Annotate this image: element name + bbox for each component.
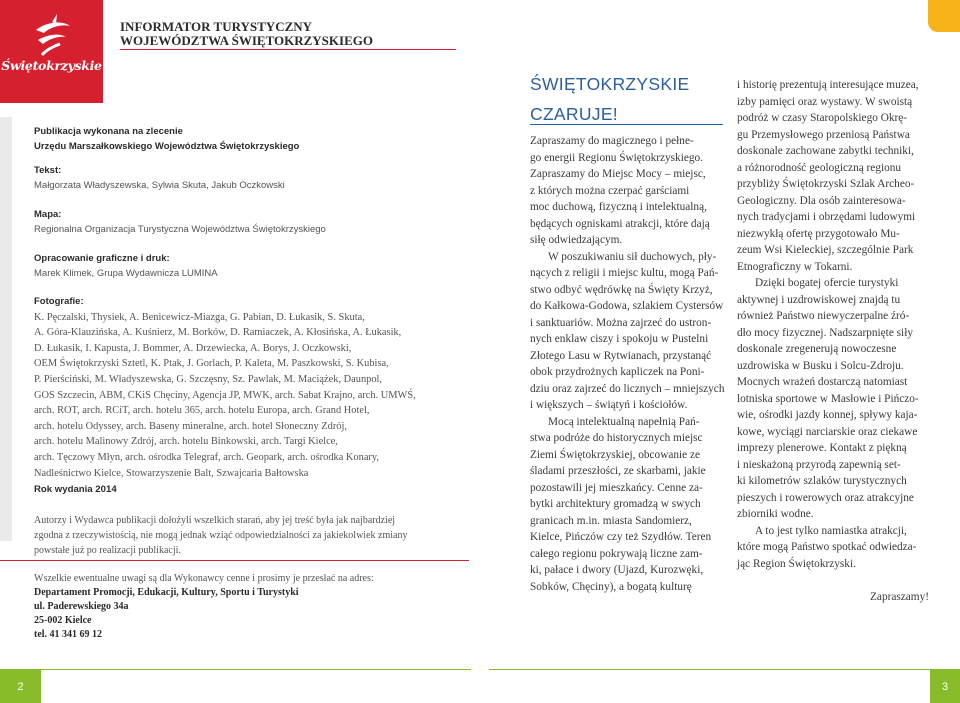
article-line: do Kałkowa-Godowa, szlakiem Cystersów [530,300,724,312]
article-line: Mocą intelektualną napełnią Pań- [548,415,700,428]
contact-line: tel. 41 341 69 12 [34,629,103,640]
contact-line: 25-002 Kielce [34,615,92,626]
article-line: Geologiczny. Dla osób zainteresowa- [737,194,906,207]
article-line: W poszukiwaniu sił duchowych, pły- [548,250,717,263]
photo-credit-line: GOS Szczecin, ABM, CKiS Chęciny, Agencja JP, MWK, arch. Sabat Krajno, arch. UMWŚ, [34,389,416,401]
photo-credit-line: A. Góra-Klauzińska, A. Kuśnierz, M. Borków, D. Ramiaczek, A. Kłosińska, A. Łukasik, [34,327,402,339]
commission-line: Publikacja wykonana na zlecenie [34,126,183,137]
photo-credit-line: arch. hotelu Odyssey, arch. Baseny mineralne, arch. hotel Słoneczny Zdrój, [34,420,347,432]
photo-credit-line: Nadleśnictwo Kielce, Stowarzyszenie Balt, Szwajcaria Bałtowska [34,467,309,479]
article-heading [530,69,689,129]
article-line: i sanktuariów. Można zajrzeć do ustron- [530,316,712,329]
contact-line: Departament Promocji, Edukacji, Kultury, Sportu i Turystyki [34,587,299,598]
article-line: gu Przemysłowego przeniosą Państwa [737,128,910,141]
article-line: Ziemi Świętokrzyskiej, obcowanie ze [530,448,701,461]
article-line: nych enklaw ciszy i spokoju w Pustelni [530,333,709,345]
article-line: imprezy plenerowe. Kontakt z piękną [737,442,907,454]
photo-credit-line: arch. Tęczowy Młyn, arch. ośrodka Telegraf, arch. Geopark, arch. ośrodka Konary, [34,451,380,463]
article-line: i nieskażoną przyrodą zapewnią set- [737,458,901,471]
article-line: doskonale zregenerują nowoczesne [737,343,897,355]
heading-line: CZARUJE! [530,104,618,124]
logo-wordmark: Świętokrzyskie [1,58,102,73]
title-line: WOJEWÓDZTWA ŚWIĘTOKRZYSKIEGO [120,33,373,48]
article-line: a różnorodność geologiczną regionu [737,161,902,174]
map-block [34,208,454,237]
article-line: pieszych i rowerowych oraz atrakcyjne [737,491,914,504]
article-line: Etnograficzny w Tokarni. [737,260,853,273]
article-line: również Państwo niewyczerpalne źró- [737,310,910,322]
article-column-2 [737,77,929,605]
article-line: i historię prezentują interesujące muzea, [737,79,919,91]
article-line: Dzięki bogatej ofercie turystyki [755,277,899,289]
article-line: Zapraszamy do magicznego i pełne- [530,135,694,147]
photo-credit-line: P. Pierściński, M. Władyszewska, G. Szczęsny, Sz. Pawlak, M. Maciążek, Daunpol, [34,373,383,385]
contact-divider [0,560,469,561]
article-line: nących z religii i miejsc kultu, mogą Pań- [530,267,719,279]
article-line: nych tradycjami i obrzędami ludowymi [737,211,916,223]
article-line: dło mocy fizycznej. Nadszarpnięte siły [737,326,913,339]
logo-badge [0,0,103,103]
article-line: które mogą Państwo spotkać odwiedza- [737,541,917,553]
article-line: siłę odwiedzającym. [530,234,623,246]
article-line: jąc Region Świętokrzyski. [737,557,856,570]
article-column-1 [530,133,725,595]
photo-credits [34,310,454,482]
page-number-right: 3 [941,681,949,693]
corner-accent [928,0,960,32]
article-line: śladami przeszłości, ze skarbami, jakie [530,465,706,477]
map-label: Mapa: [34,209,62,220]
text-author-block [34,164,454,193]
article-line: doskonale zachowane zabytki techniki, [737,145,914,157]
publication-year: Rok wydania 2014 [34,484,117,495]
disclaimer-line: powstałe już po realizacji publikacji. [34,545,181,556]
commission-line: Urzędu Marszałkowskiego Województwa Świętokrzyskiego [34,140,300,152]
contact-address [34,586,454,642]
commission-block [34,125,454,154]
contact-intro: Wszelkie ewentualne uwagi są dla Wykonawcy cenne i prosimy je przesłać na adres: [34,573,374,584]
article-line: Zapraszamy! [870,590,929,603]
article-line: przybliży Świętokrzyski Szlak Archeo- [737,178,915,190]
design-label: Opracowanie graficzne i druk: [34,253,170,264]
article-line: Mocnych wrażeń dostarczą natomiast [737,376,908,388]
article-line: Zapraszamy do Miejsc Mocy – miejsc, [530,168,706,180]
article-line: moc duchową, fizyczną i intelektualną, [530,201,707,213]
article-line: pozostawili jej mieszkańcy. Cenne za- [530,481,703,494]
design-value: Marek Klimek, Grupa Wydawnicza LUMINA [34,267,218,279]
article-line: lotniska sportowe w Masłowie i Pińczo- [737,392,919,405]
article-line: zeum Wsi Kieleckiej, szczególnie Park [737,244,914,256]
heading-underline [530,124,723,125]
article-line: bytki architektury gromadzą w swych [530,498,701,510]
article-line: Sobków, Chęciny), a bogatą kulturę [530,580,692,593]
article-line: stwo odbyć wędrówkę na Święty Krzyż, [530,283,713,296]
design-block [34,252,454,281]
heading-line: ŚWIĘTOKRZYSKIE [530,74,690,94]
article-line: z których można czerpać garściami [530,184,690,197]
photo-credit-line: arch. ROT, arch. RCiT, arch. hotelu 365, arch. hotelu Europa, arch. Grand Hotel, [34,405,370,417]
disclaimer-line: zgodna z rzeczywistością, nie mogą jednak wziąć odpowiedzialności za jakiekolwiek zmiany [34,530,408,541]
article-line: podróż w czasy Staropolskiego Okrę- [737,112,908,124]
text-value: Małgorzata Władyszewska, Sylwia Skuta, Jakub Oczkowski [34,179,285,191]
article-line: ki kilometrów szlaków turystycznych [737,475,907,487]
footer-rule-left [41,669,471,670]
article-line: będących ogniskami atrakcji, które dają [530,217,710,230]
article-line: stwa podróże do historycznych miejsc [530,432,703,444]
article-line: niezwykłą ofertę przygotowało Mu- [737,227,900,240]
article-line: zbiorniki wodne. [737,508,814,520]
page-number-left: 2 [17,681,24,693]
photo-credit-line: D. Łukasik, I. Kapusta, J. Bommer, A. Drzewiecka, A. Borys, J. Oczkowski, [34,342,352,354]
article-line: A to jest tylko namiastka atrakcji, [755,524,907,537]
publication-title [120,20,373,48]
contact-block [34,572,454,642]
photo-label: Fotografie: [34,296,84,307]
side-panel [0,117,12,541]
photo-credit-line: OEM Świętokrzyski Sztetl, K. Ptak, J. Gorlach, P. Kaleta, M. Paszkowski, S. Kubisa, [34,358,389,370]
article-line: kowe, wyciągi narciarskie oraz ciekawe [737,425,918,438]
header-divider [120,49,456,50]
map-value: Regionalna Organizacja Turystyczna Województwa Świętokrzyskiego [34,223,326,235]
article-line: izby pamięci oraz wystawy. W swoistą [737,95,913,108]
swietokrzyskie-logo-icon [0,0,103,103]
article-line: go energii Regionu Świętokrzyskiego. [530,151,703,164]
disclaimer [34,513,454,558]
article-line: Złotego Lasu w Rytwianach, przystanąć [530,349,712,362]
photo-credit-line: arch. hotelu Malinowy Zdrój, arch. hotelu Binkowski, arch. Targi Kielce, [34,436,338,448]
article-line: całego regionu pokrywają liczne zam- [530,547,703,560]
article-line: aktywnej i uzdrowiskowej znajdą tu [737,293,901,306]
photo-credit-line: K. Pęczalski, Thysiek, A. Benicewicz-Miazga, G. Pabian, D. Łukasik, S. Skuta, [34,311,365,323]
contact-line: ul. Paderewskiego 34a [34,601,129,612]
article-line: granicach m.in. miasta Sandomierz, [530,514,692,527]
article-line: dziu oraz zajrzeć do licznych – mniejszych [530,382,725,395]
article-line: Kielce, Pińczów czy też Szydłów. Teren [530,531,712,543]
text-label: Tekst: [34,165,62,176]
title-line: INFORMATOR TURYSTYCZNY [120,19,313,34]
photo-block [34,294,454,481]
article-line: uzdrowiska w Busku i Solcu-Zdroju. [737,359,904,372]
article-line: i większych – świątyń i kościołów. [530,399,688,411]
article-line: wie, ośrodki jazdy konnej, spływy kaja- [737,409,918,421]
article-line: ki, pałace i dwory (Ujazd, Kurozwęki, [530,564,704,576]
footer-rule-right [489,669,930,670]
disclaimer-line: Autorzy i Wydawca publikacji dołożyli wszelkich starań, aby jej treść była jak najbardziej [34,515,396,526]
article-line [737,572,929,589]
article-line: obok przydrożnych kapliczek na Poni- [530,366,705,378]
